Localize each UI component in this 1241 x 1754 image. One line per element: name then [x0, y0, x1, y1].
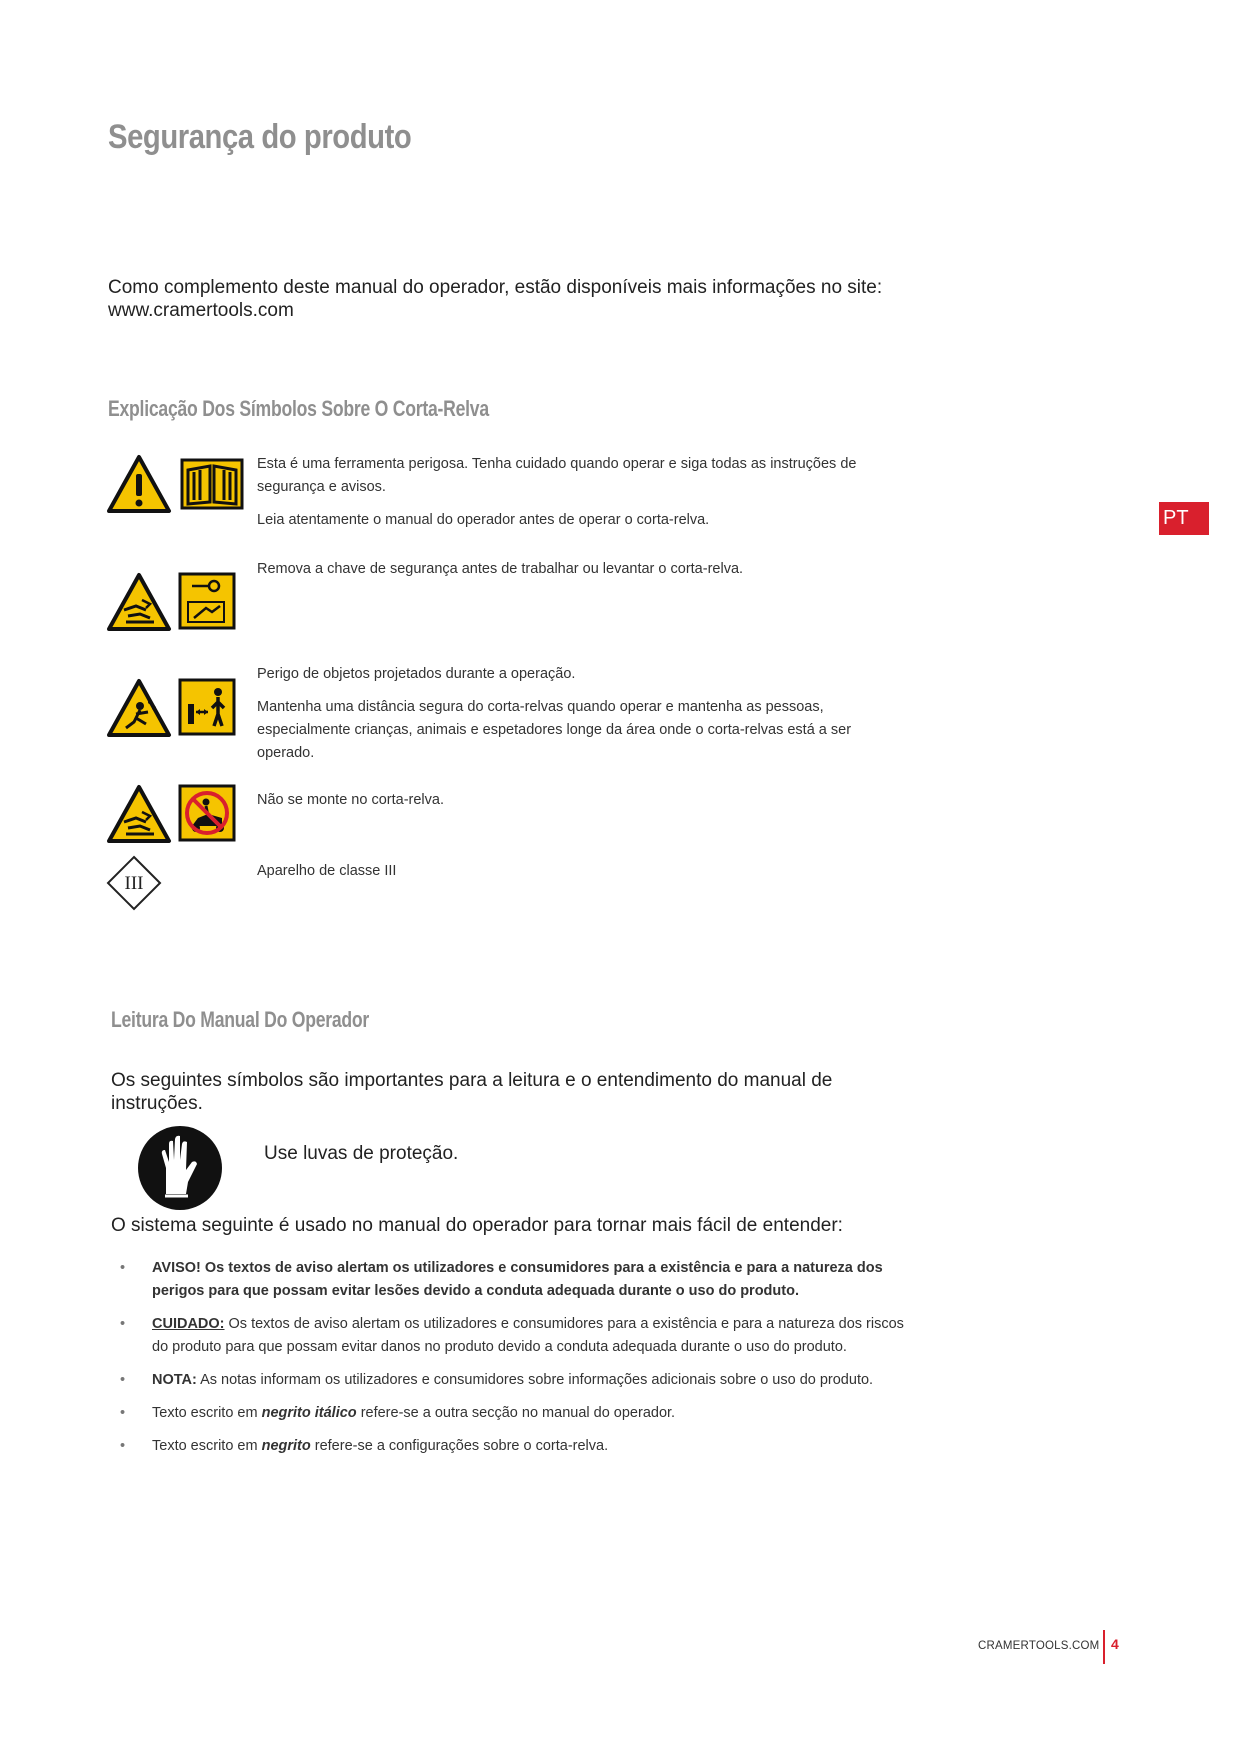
- symbol-text-class-iii: Aparelho de classe III: [257, 863, 397, 879]
- symbol-text-remove-key: Remova a chave de segurança antes de trabalhar ou levantar o corta-relva.: [257, 561, 744, 577]
- bullet: •: [120, 1372, 126, 1388]
- footer-site: CRAMERTOOLS.COM: [978, 1640, 1100, 1652]
- nota-label: NOTA:: [152, 1372, 197, 1388]
- svg-text:III: III: [124, 873, 144, 894]
- list-item: [108, 1402, 908, 1425]
- intro-text: Como complemento deste manual do operador, estão disponíveis mais informações no site: www.cramertools.com: [108, 277, 883, 321]
- bullet: •: [120, 1405, 126, 1421]
- notes-list: [108, 1257, 908, 1468]
- bullet: •: [120, 1438, 126, 1454]
- italic-note-post: refere-se a outra secção no manual do operador.: [356, 1405, 676, 1421]
- manual-lead-text: Os seguintes símbolos são importantes para a leitura e o entendimento do manual de instruções.: [111, 1070, 833, 1114]
- symbol-text-keep-distance: Mantenha uma distância segura do corta-relvas quando operar e mantenha as pessoas, especialmente crianças, animais e espetadores longe da área onde o corta-relvas está a ser operado.: [257, 699, 852, 761]
- italic-note-pre: Texto escrito em: [152, 1405, 262, 1421]
- no-riding-icon: [178, 784, 236, 842]
- symbol-text-no-riding: Não se monte no corta-relva.: [257, 792, 444, 808]
- aviso-label: AVISO!: [152, 1260, 201, 1276]
- page-title: Segurança do produto: [108, 118, 412, 156]
- symbol-text-dangerous-tool: Esta é uma ferramenta perigosa. Tenha cuidado quando operar e siga todas as instruções de segurança e avisos.: [257, 456, 857, 495]
- remove-safety-key-icon: [178, 572, 236, 630]
- list-item: [108, 1313, 908, 1359]
- gloves-text: Use luvas de proteção.: [264, 1143, 459, 1164]
- bold-note-post: refere-se a configurações sobre o corta-relva.: [310, 1438, 609, 1454]
- nota-text: As notas informam os utilizadores e consumidores sobre informações adicionais sobre o uso do produto.: [196, 1372, 874, 1388]
- symbol-text-thrown-objects: Perigo de objetos projetados durante a operação.: [257, 666, 576, 682]
- protective-gloves-icon: [136, 1124, 224, 1212]
- operator-manual-icon: [180, 458, 244, 510]
- rotating-blade-warning-icon: [106, 572, 172, 632]
- aviso-text: Os textos de aviso alertam os utilizadores e consumidores para a existência e para a natureza dos perigos para que possam evitar lesões devido a conduta adequada durante o uso do produto.: [152, 1260, 883, 1299]
- bullet: •: [120, 1316, 126, 1332]
- bold-note-pre: Texto escrito em: [152, 1438, 262, 1454]
- class-iii-appliance-icon: [106, 855, 162, 911]
- bullet: •: [120, 1260, 126, 1276]
- symbol-text-read-manual: Leia atentamente o manual do operador antes de operar o corta-relva.: [257, 512, 710, 528]
- rotating-blade-warning-icon: [106, 784, 172, 844]
- language-tab: PT: [1159, 502, 1209, 535]
- system-text: O sistema seguinte é usado no manual do operador para tornar mais fácil de entender:: [111, 1215, 843, 1236]
- bold-note-emphasis: negrito: [261, 1438, 311, 1454]
- manual-heading: Leitura Do Manual Do Operador: [111, 1007, 370, 1032]
- thrown-objects-warning-icon: [106, 678, 172, 738]
- cuidado-text: Os textos de aviso alertam os utilizadores e consumidores para a existência e para a natureza dos riscos do produto para que possam evitar danos no produto devido a conduta adequada durante o uso do produto.: [152, 1316, 904, 1355]
- page-number: 4: [1111, 1636, 1119, 1652]
- list-item: [108, 1369, 908, 1392]
- list-item: [108, 1435, 908, 1458]
- cuidado-label: CUIDADO:: [152, 1316, 225, 1332]
- footer-divider: [1103, 1630, 1105, 1664]
- warning-triangle-icon: [106, 454, 172, 514]
- italic-note-emphasis: negrito itálico: [261, 1405, 357, 1421]
- list-item: [108, 1257, 908, 1303]
- symbols-heading: Explicação Dos Símbolos Sobre O Corta-Relva: [108, 396, 489, 421]
- keep-distance-icon: [178, 678, 236, 736]
